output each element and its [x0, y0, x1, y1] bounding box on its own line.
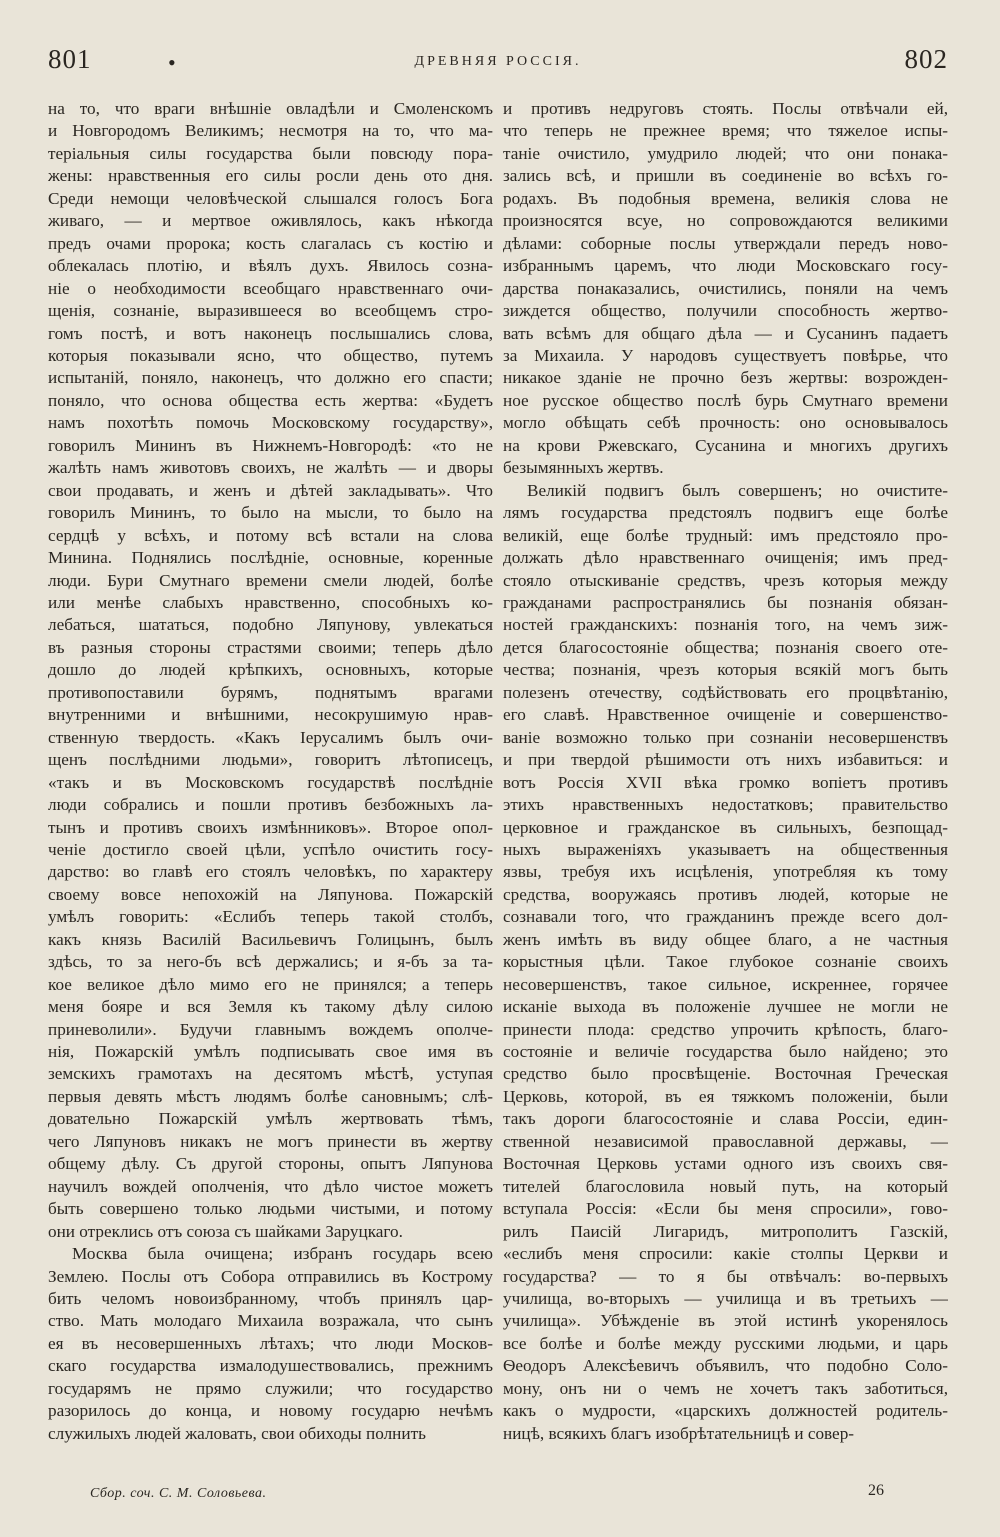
- text-line: служилыхъ людей жаловать, свои обиходы полнить: [48, 1423, 426, 1443]
- text-line: состояніе и величіе государства было найдено; это: [503, 1042, 948, 1062]
- text-line: училища». Убѣжденіе въ этой истинѣ укоренялось: [503, 1311, 948, 1331]
- text-line: довательно Пожарскій умѣлъ жертвовать тѣмъ,: [48, 1109, 493, 1129]
- right-text-column: [503, 98, 948, 1478]
- text-line: вступала Россія: «Если бы меня спросили», гово-: [503, 1199, 948, 1219]
- text-line: говорилъ Мининъ, то было на мысли, то было на: [48, 503, 493, 523]
- text-line: живаго, — и мертвое оживлялось, какъ нѣкогда: [48, 211, 493, 231]
- text-line: лямъ государства предстоялъ подвигъ еще болѣе: [503, 503, 948, 523]
- text-line: щенъ послѣдними людьми», говоритъ лѣтописецъ,: [48, 750, 493, 770]
- text-line: такъ дороги благосостояніе и слава Россіи, един-: [503, 1109, 948, 1129]
- text-line: гомъ постѣ, и вотъ наконецъ послышались слова,: [48, 323, 493, 343]
- page-footer: [90, 1482, 884, 1510]
- text-line: противопоставили бурямъ, поднятымъ врагами: [48, 682, 493, 702]
- text-line: теріальныя силы государства были повсюду пора-: [48, 143, 493, 163]
- text-line: и противъ недруговъ стоять. Послы отвѣчали ей,: [503, 99, 948, 118]
- text-line: земскихъ грамотахъ на десятомъ мѣстѣ, уступая: [48, 1064, 493, 1084]
- text-line: вать всѣмъ для общаго дѣла — и Сусанинъ падаетъ: [503, 323, 948, 343]
- text-line: кое великое дѣло мимо его не принялся; а теперь: [48, 974, 493, 994]
- text-line: ныхъ выраженіяхъ указываетъ на общественныя: [503, 839, 948, 859]
- text-line: гражданами распространялись бы познанія обязан-: [503, 592, 948, 612]
- text-line: Ѳеодоръ Алексѣевичъ объявилъ, что подобно Соло-: [503, 1356, 948, 1376]
- text-line: сердцѣ у всѣхъ, и потому всѣ встали на слова: [48, 525, 493, 545]
- text-line: жены: нравственныя его силы росли день ото дня.: [48, 166, 493, 186]
- text-line: общему дѣлу. Съ другой стороны, опытъ Ляпунова: [48, 1154, 493, 1174]
- text-line: тителей благословила новый путь, на который: [503, 1176, 948, 1196]
- text-line: безымянныхъ жертвъ.: [503, 458, 664, 478]
- text-line: дарства понаказались, очистились, поняли на чемъ: [503, 278, 948, 298]
- text-line: здѣсь, то за него-бъ всѣ держались; и я-бъ за та-: [48, 952, 493, 972]
- text-line: что теперь не прежнее время; что тяжелое испы-: [503, 121, 948, 141]
- text-line: родахъ. Въ подобныя времена, великія слова не: [503, 188, 948, 208]
- text-line: исканіе выхода въ положеніе лучшее не могли не: [503, 997, 948, 1017]
- text-line: тынъ и противъ своихъ измѣнниковъ». Второе опол-: [48, 817, 493, 837]
- text-line: церковное и гражданское въ сильныхъ, безпощад-: [503, 817, 948, 837]
- text-line: Великій подвигъ былъ совершенъ; но очистите-: [527, 480, 948, 500]
- text-line: средство было просвѣщеніе. Восточная Греческая: [503, 1064, 948, 1084]
- left-text-column: [48, 98, 493, 1478]
- text-line: ное русское общество послѣ бурь Смутнаго времени: [503, 390, 948, 410]
- text-line: Восточная Церковь устами одного изъ своихъ свя-: [503, 1154, 948, 1174]
- text-line: ченіе достигло своей цѣли, успѣло очистить госу-: [48, 839, 493, 859]
- text-line: предъ очами пророка; кость слагалась съ костію и: [48, 233, 493, 253]
- text-line: быть совершено только людьми чистыми, и потому: [48, 1199, 493, 1219]
- text-line: меня бояре и вся Земля къ такому дѣлу силою: [48, 997, 493, 1017]
- text-line: женъ имѣть въ виду общее благо, а не частныя: [503, 929, 948, 949]
- text-line: научилъ вождей ополченія, что дѣло чистое можетъ: [48, 1176, 493, 1196]
- text-line: ніе о необходимости всеобщаго нравственнаго очи-: [48, 278, 493, 298]
- text-line: могло обѣщать себѣ прочность: оно основывалось: [503, 413, 948, 433]
- page-number-right: 802: [904, 44, 948, 74]
- text-line: ственной независимой православной державы, —: [503, 1131, 948, 1151]
- text-line: поняло, что основа общества есть жертва: «Будетъ: [48, 390, 493, 410]
- text-line: чего Ляпуновъ никакъ не могъ принести въ жертву: [48, 1131, 493, 1151]
- text-line: въ разныя стороны страстями своими; теперь дѣло: [48, 637, 493, 657]
- text-line: какъ князь Василій Васильевичъ Голицынъ, былъ: [48, 929, 493, 949]
- text-line: люди. Бури Смутнаго времени смели людей, болѣе: [48, 570, 493, 590]
- text-line: зиждется общество, получили способность жертво-: [503, 301, 948, 321]
- running-title: ДРЕВНЯЯ РОССІЯ.: [414, 54, 582, 69]
- text-line: ваніе возможно только при сознаніи несовершенствъ: [503, 727, 948, 747]
- text-line: сознавали того, что гражданинъ прежде всего дол-: [503, 907, 948, 927]
- text-line: приневолили». Будучи главнымъ вождемъ ополче-: [48, 1019, 493, 1039]
- text-line: Москва была очищена; избранъ государь всею: [72, 1244, 493, 1264]
- text-line: щенія, сознаніе, выразившееся во всеобщемъ стро-: [48, 301, 493, 321]
- text-line: этихъ нравственныхъ недостатковъ; правительство: [503, 795, 948, 815]
- text-line: первыя девять мѣстъ людямъ болѣе сановнымъ; слѣ-: [48, 1086, 493, 1106]
- text-line: за Михаила. У народовъ существуетъ повѣрье, что: [503, 345, 948, 365]
- text-line: своему вовсе непохожій на Ляпунова. Пожарскій: [48, 884, 493, 904]
- text-line: и Новгородомъ Великимъ; несмотря на то, что ма-: [48, 121, 493, 141]
- text-line: чества; познанія, чрезъ которыя всякій могъ быть: [503, 660, 948, 680]
- text-line: государства? — то я бы отвѣчалъ: во-первыхъ: [503, 1266, 948, 1286]
- text-line: зались всѣ, и пришли въ соединеніе во всѣхъ го-: [503, 166, 948, 186]
- text-line: корыстныя цѣли. Такое глубокое сознаніе своихъ: [503, 952, 948, 972]
- text-line: на крови Ржевскаго, Сусанина и многихъ другихъ: [503, 435, 948, 455]
- text-line: рилъ Паисій Лигаридъ, митрополитъ Газскій,: [503, 1221, 948, 1241]
- text-line: его славѣ. Нравственное очищеніе и совершенство-: [503, 705, 948, 725]
- text-line: говорилъ Мининъ въ Нижнемъ-Новгородѣ: «то не: [48, 435, 493, 455]
- header-dot: •: [168, 50, 176, 75]
- text-line: произносятся всуе, но сопровождаются великими: [503, 211, 948, 231]
- text-line: они отреклись отъ союза съ шайками Заруцкаго.: [48, 1221, 403, 1241]
- text-line: стояло отыскиваніе средствъ, чрезъ которыя между: [503, 570, 948, 590]
- text-line: жалѣть намъ животовъ своихъ, не жалѣть — и дворы: [48, 458, 493, 478]
- text-line: дется благосостояніе общества; познанія своего оте-: [503, 637, 948, 657]
- page-number-left: 801: [48, 44, 92, 74]
- text-line: дошло до людей крѣпкихъ, основныхъ, которые: [48, 660, 493, 680]
- text-line: и при твердой рѣшимости отъ нихъ избавиться: и: [503, 750, 948, 770]
- text-line: все болѣе и болѣе между русскими людьми, и царь: [503, 1333, 948, 1353]
- text-line: мону, онъ ни о чемъ не хочетъ такъ заботиться,: [503, 1378, 948, 1398]
- text-line: которыя показывали ясно, что общество, путемъ: [48, 345, 493, 365]
- text-line: полезенъ отечеству, содѣйствовать его процвѣтанію,: [503, 682, 948, 702]
- text-line: великій, еще болѣе трудный: имъ предстояло про-: [503, 525, 948, 545]
- text-line: скаго государства измалодушествовались, прежнимъ: [48, 1356, 493, 1376]
- text-line: государямъ не прямо служили; что государство: [48, 1378, 493, 1398]
- text-line: ственную твердость. «Какъ Іерусалимъ былъ очи-: [48, 727, 493, 747]
- text-line: средства, вооружаясь противъ людей, которые не: [503, 884, 948, 904]
- text-line: несовершенствъ, такое сильное, искреннее, горячее: [503, 974, 948, 994]
- text-line: бить челомъ новоизбранному, чтобъ принялъ цар-: [48, 1289, 493, 1309]
- text-line: ностей гражданскихъ: познанія того, на чемъ зиж-: [503, 615, 948, 635]
- text-line: Среди немощи человѣческой слышался голосъ Бога: [48, 188, 493, 208]
- text-line: внутренними и внѣшними, несокрушимую нрав-: [48, 705, 493, 725]
- text-line: Церковь, которой, въ ея тяжкомъ положеніи, были: [503, 1086, 948, 1106]
- text-line: люди собрались и пошли противъ безбожныхъ ла-: [48, 795, 493, 815]
- text-line: таніе очистило, умудрило людей; что они понака-: [503, 143, 948, 163]
- text-line: никакое зданіе не прочно безъ жертвы: возрожден-: [503, 368, 948, 388]
- signature-mark: 26: [868, 1482, 884, 1499]
- text-line: ницѣ, всякихъ благъ изобрѣтательницѣ и совер-: [503, 1423, 855, 1443]
- page-header: [48, 44, 948, 84]
- text-line: испытаній, поняло, наконецъ, что должно его спасти;: [48, 368, 493, 388]
- text-line: умѣлъ говорить: «Еслибъ теперь такой столбъ,: [48, 907, 493, 927]
- text-line: училища, во-вторыхъ — училища и въ третьихъ —: [503, 1289, 948, 1309]
- text-line: избраннымъ царемъ, что люди Московскаго госу-: [503, 256, 948, 276]
- text-line: ея въ несовершенныхъ лѣтахъ; что люди Москов-: [48, 1333, 493, 1353]
- text-line: «еслибъ меня спросили: какіе столпы Церкви и: [503, 1244, 948, 1264]
- text-line: лебаться, шататься, подобно Ляпунову, увлекаться: [48, 615, 493, 635]
- text-line: Землею. Послы отъ Собора отправились въ Кострому: [48, 1266, 493, 1286]
- text-line: намъ похотѣть помочь Московскому государству»,: [48, 413, 493, 433]
- text-line: свои продавать, и женъ и дѣтей закладывать». Что: [48, 480, 493, 500]
- text-line: облекалась плотію, и вѣялъ духъ. Явилось созна-: [48, 256, 493, 276]
- text-line: вотъ Россія XVII вѣка громко вопіетъ противъ: [503, 772, 948, 792]
- text-line: какъ о мудрости, «царскихъ должностей родитель-: [503, 1401, 948, 1421]
- text-line: разорилось до конца, и новому государю нечѣмъ: [48, 1401, 493, 1421]
- text-line: нія, Пожарскій умѣлъ подписывать свое имя въ: [48, 1042, 493, 1062]
- text-line: принести плода: средство упрочить крѣпость, благо-: [503, 1019, 948, 1039]
- text-line: на то, что враги внѣшніе овладѣли и Смоленскомъ: [48, 99, 493, 118]
- text-line: язвы, требуя ихъ исцѣленія, употребляя къ тому: [503, 862, 948, 882]
- footer-credit: Сбор. соч. С. М. Соловьева.: [90, 1486, 267, 1501]
- text-line: дарство: во главѣ его стоялъ человѣкъ, по характеру: [48, 862, 493, 882]
- text-line: или менѣе слабыхъ нравственно, способныхъ ко-: [48, 592, 493, 612]
- text-line: ство. Мать молодаго Михаила возражала, что сынъ: [48, 1311, 493, 1331]
- text-line: должать дѣло нравственнаго очищенія; имъ пред-: [503, 548, 948, 568]
- text-line: дѣлами: соборные послы утверждали передъ ново-: [503, 233, 948, 253]
- text-line: «такъ и въ Московскомъ государствѣ послѣдніе: [48, 772, 493, 792]
- text-line: Минина. Поднялись послѣдніе, основные, коренные: [48, 548, 493, 568]
